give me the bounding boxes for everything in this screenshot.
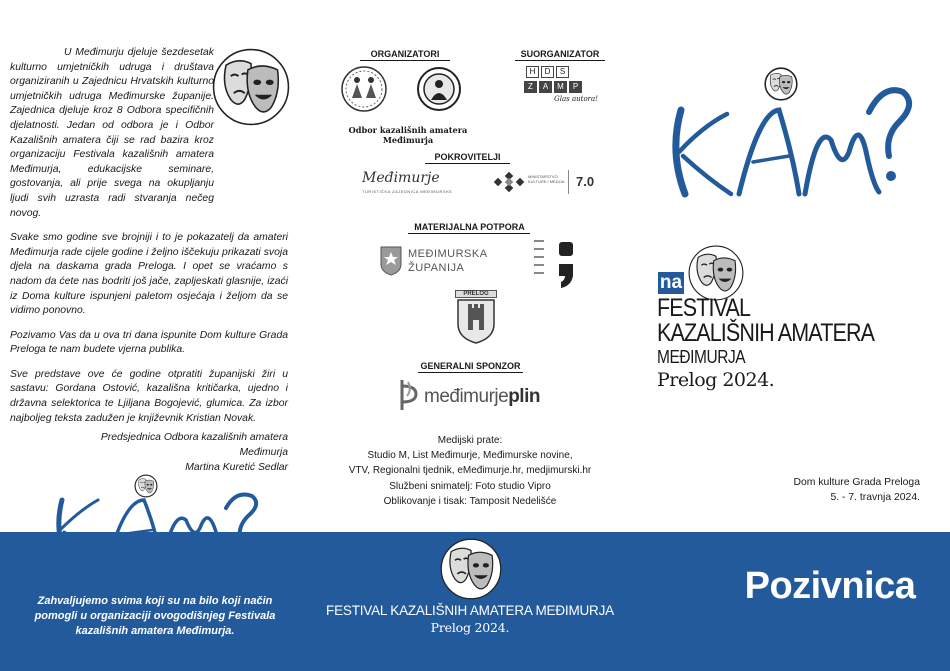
pattern-logo — [492, 170, 526, 196]
festival-title-line-4: Prelog 2024. — [657, 369, 775, 391]
zupanija-logo — [380, 244, 488, 280]
zupanija-shield-icon — [380, 246, 402, 276]
hds-letter: M — [554, 81, 567, 93]
hds-letter: D — [541, 66, 554, 78]
organizatori-label: ORGANIZATORI — [370, 49, 440, 59]
medimurje-logo-text: Međimurje — [362, 170, 440, 186]
media-line: Medijski prate: — [437, 435, 503, 446]
festival-title — [657, 296, 947, 392]
potpora-label: MATERIJALNA POTPORA — [414, 222, 525, 232]
organizatori-caption: Odbor kazališnih amatera Međimurja — [348, 125, 468, 145]
zupanija-name-1: MEĐIMURSKA — [408, 248, 488, 260]
venue-name: Dom kulture Grada Preloga — [793, 477, 920, 488]
festival-title-line-3: MEĐIMURJA — [657, 347, 746, 367]
venue-dates: 5. - 7. travnja 2024. — [830, 492, 920, 503]
media-credits — [320, 433, 620, 509]
prelog-crest-label: PRELOG — [455, 290, 497, 298]
intro-paragraph-3: Pozivamo Vas da u ova tri dana ispunite Dom kulture Grada Preloga te nam budete vjerna publika. — [10, 329, 288, 356]
theatre-masks-icon — [440, 538, 502, 600]
media-line: Oblikovanje i tisak: Tamposit Nedelišće — [383, 495, 557, 507]
thanks-text: Zahvaljujemo svima koji su na bilo koji način pomogli u organizaciji ovogodišnjeg Festivala kazališnih amatera Međimurja. — [34, 595, 276, 637]
suorganizator-label: SUORGANIZATOR — [520, 49, 600, 59]
divider — [360, 60, 450, 61]
band-title-line-2: Prelog 2024. — [430, 620, 510, 635]
signature — [60, 430, 288, 475]
divider — [568, 170, 569, 194]
hds-letter: S — [556, 66, 569, 78]
kam-logo-large — [655, 60, 925, 220]
medimurjeplin-text-a: međimurje — [424, 386, 509, 407]
prelog-crest-icon — [455, 298, 497, 344]
divider — [515, 60, 605, 61]
kud-logo — [416, 64, 462, 114]
pokrovitelji-label: POKROVITELJI — [434, 152, 501, 162]
hds-letter: A — [539, 81, 552, 93]
folklore-logo — [340, 64, 388, 114]
pozivnica-title: Pozivnica — [744, 565, 916, 607]
medimurje-tourism-logo — [362, 170, 462, 194]
medimurjeplin-text-b: plin — [508, 386, 540, 407]
medimurje-logo-sub: TURISTIČKA ZAJEDNICA MEĐIMURSKE — [362, 189, 453, 194]
hds-slogan: Glas autora! — [554, 95, 598, 103]
band-title-line-1: FESTIVAL KAZALIŠNIH AMATERA MEĐIMURJA — [326, 603, 614, 618]
zupanija-name-2: ŽUPANIJA — [408, 262, 465, 274]
intro-paragraph-4: Sve predstave ove će godine otpratiti županijski žiri u sastavu: Gordana Ostović, kazališna kritičarka, ujedno i državna selektorica te Ljiljana Bogojević, glumica. Za izbor najboljeg teksta zadužen je književnik Kristian Novak. — [10, 368, 288, 424]
hds-letter: P — [569, 81, 582, 93]
media-line: Studio M, List Međimurje, Međimurske novine, — [367, 450, 573, 462]
ministry-logo-text: MINISTARSTVO KULTURE I MEDIJA — [528, 174, 565, 184]
festival-title-line-1: FESTIVAL — [657, 294, 751, 322]
sponzor-label: GENERALNI SPONZOR — [420, 361, 521, 371]
festival-title-line-2: KAZALIŠNIH AMATERA — [657, 319, 875, 347]
theatre-masks-icon — [688, 245, 744, 301]
signature-name: Martina Kuretić Sedlar — [185, 462, 288, 473]
divider — [418, 372, 523, 373]
na-badge: na — [659, 272, 683, 293]
media-line: Službeni snimatelj: Foto studio Vipro — [389, 480, 551, 492]
intro-text — [10, 46, 288, 436]
city-flags-logo — [530, 236, 548, 286]
semicolon-logo — [555, 240, 577, 290]
prelog-crest — [455, 290, 497, 348]
hds-zamp-logo — [524, 66, 598, 103]
signature-role: Predsjednica Odbora kazališnih amatera Međimurja — [100, 432, 288, 458]
media-line: VTV, Regionalni tjednik, eMeđimurje.hr, medjimurski.hr — [348, 465, 592, 477]
venue-info — [700, 475, 920, 505]
intro-paragraph-1: U Međimurju djeluje šezdesetak kulturno umjetničkih udruga i društava organiziranih u Zajednicu Hrvatskih kulturno umjetničkih udruga Međimurske županije. Zajednica djeluje kroz 8 Odbora specifičnih djelatnosti. Jedan od odbora je i Odbor Kazališnih amatera čiji se rad bazira kroz organizaciju Festivala kazališnih amatera Međimurja, edukacijske seminare, gostovanja, ali prije svega na okupljanju ljudi svih uzrasta radi stvaranja nečeg novog. — [10, 47, 214, 219]
divider — [425, 163, 510, 164]
intro-paragraph-2: Svake smo godine sve brojniji i to je pokazatelj da amateri Međimurja rade cijele godine i željno iščekuju prikazati svoja djela na daskama grada Preloga. I opet se vraćamo s nadom da ćete nas bodriti još jače, zapljeskati glasnije, izaći iz Doma kulture ispunjeni paletom osjećaja i željom da se vidimo ponovno. — [10, 232, 288, 317]
hds-letter: H — [526, 66, 539, 78]
medimurjeplin-text — [424, 386, 540, 408]
flame-icon — [398, 378, 420, 412]
divider — [408, 233, 530, 234]
seventy-logo: 7.0 — [576, 174, 595, 189]
hds-letter: Z — [524, 81, 537, 93]
band-title — [320, 602, 620, 636]
medimurjeplin-logo — [398, 378, 568, 414]
